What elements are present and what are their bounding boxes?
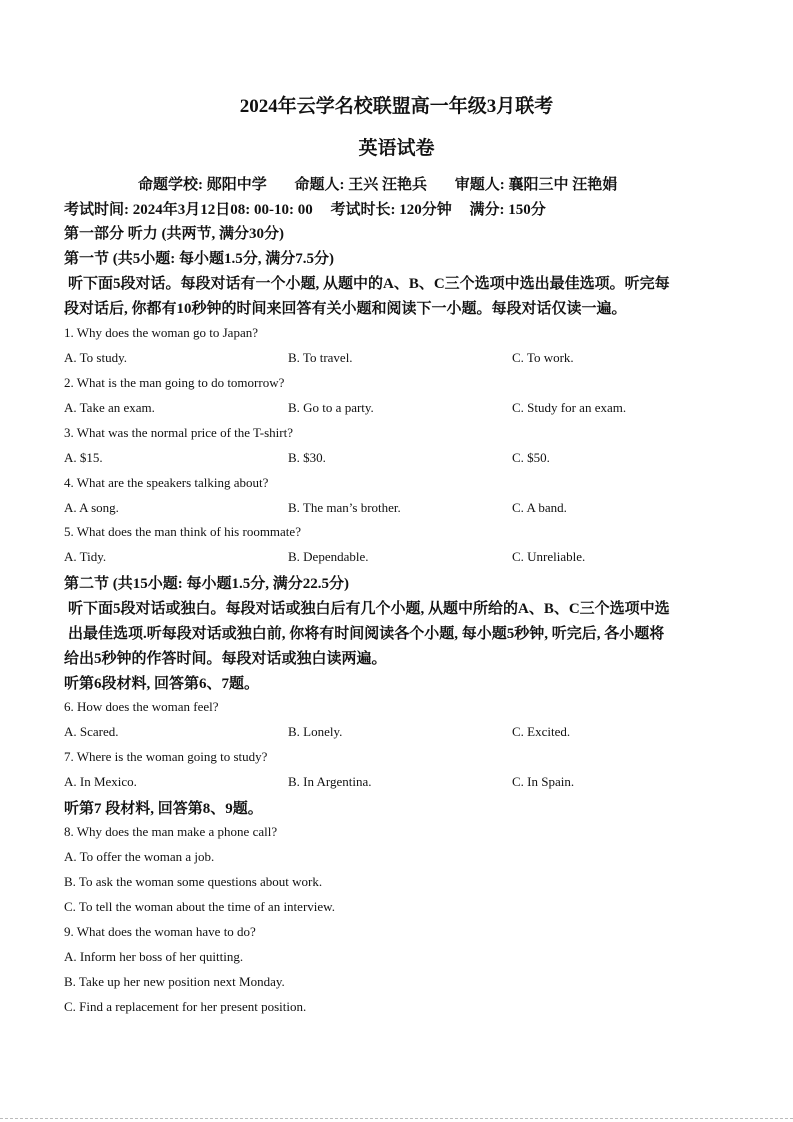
q4-option-c: C. A band. [512,500,567,515]
q8-option-b: B. To ask the woman some questions about work. [64,874,323,889]
section2-heading: 第二节 (共15小题: 每小题1.5分, 满分22.5分) [64,576,349,592]
q9-option-b: B. Take up her new position next Monday. [64,974,285,989]
duration: 考试时长: 120分钟 [330,202,452,218]
section1-instruction-1: 听下面5段对话。每段对话有一个小题, 从题中的A、B、C三个选项中选出最佳选项。听完每 [68,276,670,292]
q6-option-c: C. Excited. [512,724,571,739]
q3-option-b: B. $30. [288,450,326,465]
q2-option-a: A. Take an exam. [64,400,155,415]
school: 命题学校: 郧阳中学 [138,177,267,193]
part1-heading: 第一部分 听力 (共两节, 满分30分) [64,226,284,242]
q6-option-a: A. Scared. [64,724,119,739]
question-8: 8. Why does the man make a phone call? [64,824,278,839]
q8-option-a: A. To offer the woman a job. [64,849,215,864]
q1-option-c: C. To work. [512,350,574,365]
q1-option-a: A. To study. [64,350,128,365]
setter: 命题人: 王兴 汪艳兵 [294,177,427,193]
page-bottom-rule [0,1118,793,1119]
q4-option-b: B. The man’s brother. [288,500,401,515]
q4-option-a: A. A song. [64,500,119,515]
q6-option-b: B. Lonely. [288,724,343,739]
q5-option-b: B. Dependable. [288,549,369,564]
q9-option-c: C. Find a replacement for her present position. [64,999,307,1014]
q7-option-a: A. In Mexico. [64,774,137,789]
question-6: 6. How does the woman feel? [64,699,219,714]
question-2: 2. What is the man going to do tomorrow? [64,375,285,390]
question-4: 4. What are the speakers talking about? [64,475,269,490]
q1-option-b: B. To travel. [288,350,353,365]
material-6-heading: 听第6段材料, 回答第6、7题。 [64,676,260,692]
section2-instruction-2: 出最佳选项.听每段对话或独白前, 你将有时间阅读各个小题, 每小题5秒钟, 听完后, 各小题将 [68,626,665,642]
q5-option-a: A. Tidy. [64,549,107,564]
question-3: 3. What was the normal price of the T-shirt? [64,425,294,440]
timing-line [64,198,560,219]
q7-option-c: C. In Spain. [512,774,575,789]
section2-instruction-1: 听下面5段对话或独白。每段对话或独白后有几个小题, 从题中所给的A、B、C三个选项中选 [68,601,670,617]
exam-time: 考试时间: 2024年3月12日08: 00-10: 00 [64,202,313,218]
score: 满分: 150分 [469,202,546,218]
question-7: 7. Where is the woman going to study? [64,749,268,764]
q3-option-c: C. $50. [512,450,550,465]
q7-option-b: B. In Argentina. [288,774,372,789]
question-1: 1. Why does the woman go to Japan? [64,325,258,340]
exam-title: 2024年云学名校联盟高一年级3月联考 [239,96,554,117]
q8-option-c: C. To tell the woman about the time of an interview. [64,899,335,914]
material-7-heading: 听第7 段材料, 回答第8、9题。 [64,801,263,817]
section1-heading: 第一节 (共5小题: 每小题1.5分, 满分7.5分) [64,251,334,267]
section2-instruction-3: 给出5秒钟的作答时间。每段对话或独白读两遍。 [64,651,387,667]
section1-instruction-2: 段对话后, 你都有10秒钟的时间来回答有关小题和阅读下一小题。每段对话仅读一遍。 [64,301,627,317]
exam-subtitle: 英语试卷 [358,138,435,159]
staff-line [138,173,641,194]
reviewer: 审题人: 襄阳三中 汪艳娟 [454,177,618,193]
q2-option-c: C. Study for an exam. [512,400,627,415]
q2-option-b: B. Go to a party. [288,400,374,415]
question-9: 9. What does the woman have to do? [64,924,256,939]
q3-option-a: A. $15. [64,450,103,465]
q9-option-a: A. Inform her boss of her quitting. [64,949,244,964]
q5-option-c: C. Unreliable. [512,549,586,564]
question-5: 5. What does the man think of his roommate? [64,524,301,539]
